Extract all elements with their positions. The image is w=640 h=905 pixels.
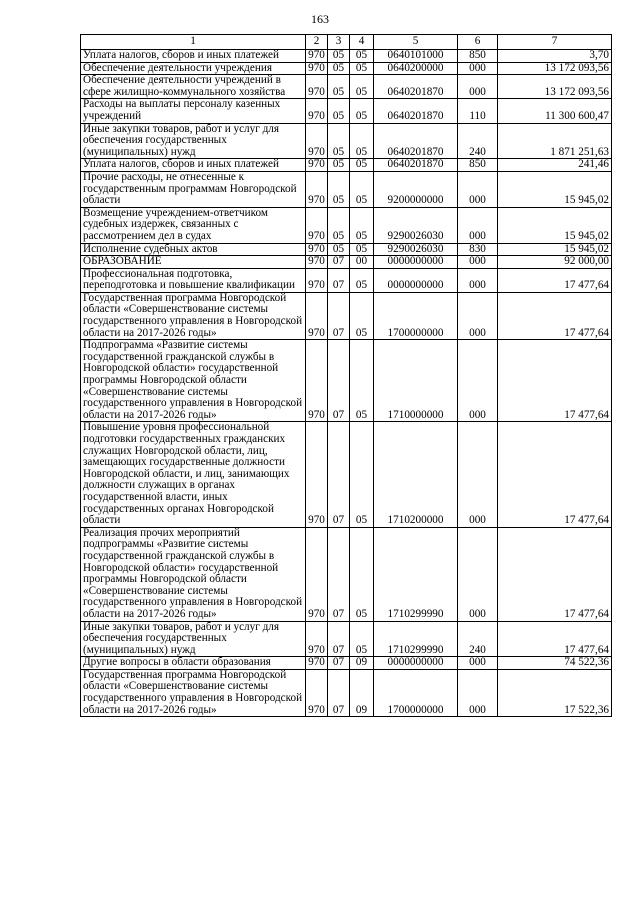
table-row [81, 171, 612, 207]
section-code: 05 [328, 123, 350, 159]
ministry-code: 970 [306, 527, 328, 621]
ministry-code: 970 [306, 256, 328, 269]
amount: 15 945,02 [498, 171, 612, 207]
table-row [81, 669, 612, 716]
section-code: 07 [328, 669, 350, 716]
ministry-code: 970 [306, 422, 328, 527]
ministry-code: 970 [306, 75, 328, 99]
target-article-code: 1710200000 [374, 422, 458, 527]
section-code: 07 [328, 422, 350, 527]
expense-type-code: 000 [458, 657, 498, 670]
target-article-code: 9290026030 [374, 207, 458, 243]
expense-type-code: 000 [458, 527, 498, 621]
ministry-code: 970 [306, 669, 328, 716]
item-name: Уплата налогов, сборов и иных платежей [81, 159, 306, 172]
section-code: 07 [328, 256, 350, 269]
expense-type-code: 000 [458, 422, 498, 527]
column-header: 7 [498, 35, 612, 50]
table-row [81, 62, 612, 75]
ministry-code: 970 [306, 99, 328, 123]
amount: 17 522,36 [498, 669, 612, 716]
subsection-code: 00 [350, 256, 374, 269]
section-code: 05 [328, 159, 350, 172]
section-code: 05 [328, 75, 350, 99]
column-header: 2 [306, 35, 328, 50]
item-name: Прочие расходы, не отнесенные к государственным программам Новгородской области [81, 171, 306, 207]
column-header: 5 [374, 35, 458, 50]
column-header: 1 [81, 35, 306, 50]
section-code: 05 [328, 50, 350, 63]
subsection-code: 05 [350, 527, 374, 621]
ministry-code: 970 [306, 268, 328, 292]
subsection-code: 05 [350, 207, 374, 243]
amount: 13 172 093,56 [498, 75, 612, 99]
item-name: Государственная программа Новгородской области «Совершенствование системы государственного управления в Новгородской области на 2017-2026 годы» [81, 669, 306, 716]
expense-type-code: 110 [458, 99, 498, 123]
amount: 1 871 251,63 [498, 123, 612, 159]
target-article-code: 1710299990 [374, 527, 458, 621]
section-code: 07 [328, 292, 350, 339]
subsection-code: 05 [350, 243, 374, 256]
ministry-code: 970 [306, 340, 328, 422]
ministry-code: 970 [306, 207, 328, 243]
item-name: Государственная программа Новгородской области «Совершенствование системы государственного управления в Новгородской области на 2017-2026 годы» [81, 292, 306, 339]
subsection-code: 05 [350, 268, 374, 292]
subsection-code: 05 [350, 292, 374, 339]
item-name: Иные закупки товаров, работ и услуг для обеспечения государственных (муниципальных) нужд [81, 621, 306, 657]
section-code: 05 [328, 207, 350, 243]
target-article-code: 0000000000 [374, 657, 458, 670]
target-article-code: 1710299990 [374, 621, 458, 657]
subsection-code: 05 [350, 123, 374, 159]
target-article-code: 0640200000 [374, 62, 458, 75]
budget-table [80, 34, 612, 717]
ministry-code: 970 [306, 292, 328, 339]
item-name: Реализация прочих мероприятий подпрограммы «Развитие системы государственной гражданской службы в Новгородской области» государственной программы Новгородской области «Совершенствование системы государственного управления в Новгородской области на 2017-2026 годы» [81, 527, 306, 621]
item-name: Расходы на выплаты персоналу казенных учреждений [81, 99, 306, 123]
table-row [81, 123, 612, 159]
column-header: 6 [458, 35, 498, 50]
column-header: 3 [328, 35, 350, 50]
table-row [81, 256, 612, 269]
ministry-code: 970 [306, 62, 328, 75]
section-code: 07 [328, 527, 350, 621]
amount: 17 477,64 [498, 292, 612, 339]
item-name: Обеспечение деятельности учреждений в сфере жилищно-коммунального хозяйства [81, 75, 306, 99]
table-row [81, 527, 612, 621]
target-article-code: 9290026030 [374, 243, 458, 256]
ministry-code: 970 [306, 159, 328, 172]
amount: 15 945,02 [498, 243, 612, 256]
item-name: Профессиональная подготовка, переподготовка и повышение квалификации [81, 268, 306, 292]
table-row [81, 268, 612, 292]
page-number: 163 [311, 12, 329, 26]
ministry-code: 970 [306, 123, 328, 159]
target-article-code: 1710000000 [374, 340, 458, 422]
table-row [81, 292, 612, 339]
item-name: Уплата налогов, сборов и иных платежей [81, 50, 306, 63]
expense-type-code: 000 [458, 207, 498, 243]
expense-type-code: 000 [458, 669, 498, 716]
target-article-code: 0000000000 [374, 256, 458, 269]
section-code: 05 [328, 171, 350, 207]
table-row [81, 75, 612, 99]
amount: 17 477,64 [498, 621, 612, 657]
item-name: Возмещение учреждением-ответчиком судебных издержек, связанных с рассмотрением дел в судах [81, 207, 306, 243]
target-article-code: 0640201870 [374, 159, 458, 172]
section-code: 07 [328, 340, 350, 422]
table-row [81, 50, 612, 63]
expense-type-code: 830 [458, 243, 498, 256]
ministry-code: 970 [306, 50, 328, 63]
table-row [81, 99, 612, 123]
subsection-code: 05 [350, 159, 374, 172]
amount: 241,46 [498, 159, 612, 172]
section-code: 05 [328, 99, 350, 123]
amount: 13 172 093,56 [498, 62, 612, 75]
ministry-code: 970 [306, 621, 328, 657]
amount: 3,70 [498, 50, 612, 63]
subsection-code: 05 [350, 340, 374, 422]
subsection-code: 05 [350, 621, 374, 657]
table-row [81, 340, 612, 422]
expense-type-code: 000 [458, 75, 498, 99]
amount: 17 477,64 [498, 422, 612, 527]
subsection-code: 05 [350, 75, 374, 99]
expense-type-code: 000 [458, 268, 498, 292]
item-name: Подпрограмма «Развитие системы государственной гражданской службы в Новгородской области» государственной программы Новгородской области «Совершенствование системы государственного управления в Новгородской области на 2017-2026 годы» [81, 340, 306, 422]
item-name: Повышение уровня профессиональной подготовки государственных гражданских служащих Новгородской области, лиц, замещающих государственные должности Новгородской области, и лиц, занимающих должности служащих в органах государственной власти, иных государственных органах Новгородской области [81, 422, 306, 527]
expense-type-code: 850 [458, 159, 498, 172]
expense-type-code: 000 [458, 340, 498, 422]
table-row [81, 621, 612, 657]
item-name: Иные закупки товаров, работ и услуг для обеспечения государственных (муниципальных) нужд [81, 123, 306, 159]
target-article-code: 0000000000 [374, 268, 458, 292]
table-header-row [81, 35, 612, 50]
target-article-code: 1700000000 [374, 669, 458, 716]
amount: 74 522,36 [498, 657, 612, 670]
target-article-code: 9200000000 [374, 171, 458, 207]
target-article-code: 0640101000 [374, 50, 458, 63]
amount: 17 477,64 [498, 527, 612, 621]
amount: 17 477,64 [498, 340, 612, 422]
table-row [81, 207, 612, 243]
expense-type-code: 000 [458, 171, 498, 207]
target-article-code: 0640201870 [374, 123, 458, 159]
target-article-code: 1700000000 [374, 292, 458, 339]
subsection-code: 05 [350, 50, 374, 63]
expense-type-code: 850 [458, 50, 498, 63]
amount: 15 945,02 [498, 207, 612, 243]
section-code: 07 [328, 268, 350, 292]
expense-type-code: 240 [458, 621, 498, 657]
section-code: 05 [328, 243, 350, 256]
target-article-code: 0640201870 [374, 99, 458, 123]
subsection-code: 09 [350, 657, 374, 670]
amount: 92 000,00 [498, 256, 612, 269]
item-name: Другие вопросы в области образования [81, 657, 306, 670]
section-code: 05 [328, 62, 350, 75]
item-name: Исполнение судебных актов [81, 243, 306, 256]
expense-type-code: 240 [458, 123, 498, 159]
subsection-code: 05 [350, 62, 374, 75]
subsection-code: 05 [350, 171, 374, 207]
expense-type-code: 000 [458, 256, 498, 269]
subsection-code: 09 [350, 669, 374, 716]
target-article-code: 0640201870 [374, 75, 458, 99]
ministry-code: 970 [306, 243, 328, 256]
table-row [81, 243, 612, 256]
table-row [81, 657, 612, 670]
item-name: ОБРАЗОВАНИЕ [81, 256, 306, 269]
expense-type-code: 000 [458, 292, 498, 339]
ministry-code: 970 [306, 171, 328, 207]
subsection-code: 05 [350, 99, 374, 123]
section-code: 07 [328, 621, 350, 657]
table-row [81, 159, 612, 172]
amount: 17 477,64 [498, 268, 612, 292]
subsection-code: 05 [350, 422, 374, 527]
expense-type-code: 000 [458, 62, 498, 75]
ministry-code: 970 [306, 657, 328, 670]
column-header: 4 [350, 35, 374, 50]
section-code: 07 [328, 657, 350, 670]
table-row [81, 422, 612, 527]
item-name: Обеспечение деятельности учреждения [81, 62, 306, 75]
amount: 11 300 600,47 [498, 99, 612, 123]
